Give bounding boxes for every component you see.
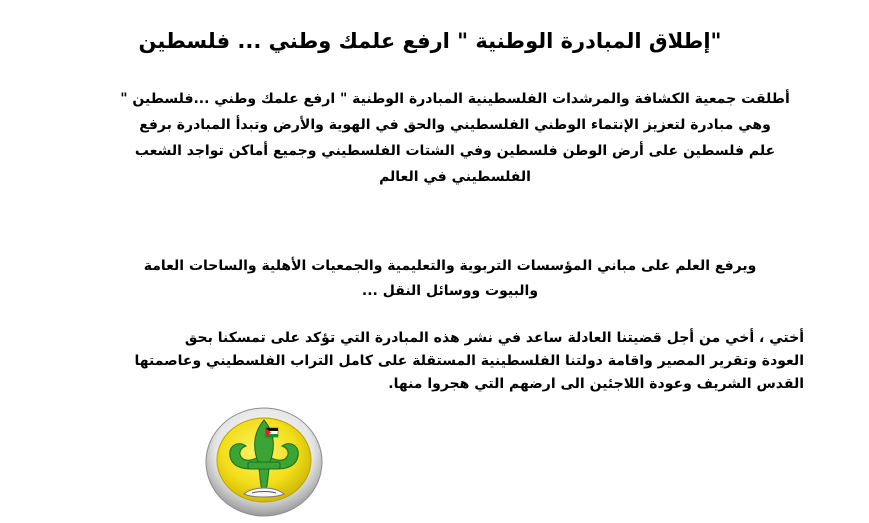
paragraph-2 bbox=[100, 254, 800, 304]
paragraph-3 bbox=[100, 327, 804, 396]
paragraph-line: أطلقت جمعية الكشافة والمرشدات الفلسطينية المبادرة الوطنية " ارفع علمك وطني ...فلسطين " bbox=[120, 91, 790, 107]
paragraph-line: علم فلسطين على أرض الوطن فلسطين وفي الشتات الفلسطيني وجميع أماكن تواجد الشعب bbox=[134, 143, 776, 159]
paragraph-line: وهي مبادرة لتعزيز الإنتماء الوطني الفلسطيني والحق في الهوية والأرض وتبدأ المبادرة برفع bbox=[139, 117, 771, 133]
scout-emblem bbox=[204, 406, 324, 518]
palestine-flag-icon bbox=[266, 428, 278, 437]
paragraph-line: العودة وتقرير المصير واقامة دولتنا الفلسطينية المستقلة على كامل التراب الفلسطيني وعاصمتها bbox=[134, 353, 804, 369]
paragraph-line: القدس الشريف وعودة اللاجئين الى ارضهم التي هجروا منها. bbox=[388, 376, 804, 392]
paragraph-line: الفلسطيني في العالم bbox=[379, 169, 531, 185]
paragraph-line: والبيوت ووسائل النقل ... bbox=[361, 283, 539, 299]
paragraph-line: أختي ، أخي من أجل قضيتنا العادلة ساعد في نشر هذه المبادرة التي تؤكد على تمسكنا بحق bbox=[184, 330, 804, 346]
paragraph-line: ويرفع العلم على مباني المؤسسات التربوية والتعليمية والجمعيات الأهلية والساحات العامة bbox=[143, 258, 757, 274]
scout-fleur-de-lis-icon bbox=[204, 406, 324, 518]
page-title: إطلاق المبادرة الوطنية " ارفع علمك وطني ... فلسطين" bbox=[138, 29, 722, 53]
paragraph-1 bbox=[100, 86, 810, 190]
